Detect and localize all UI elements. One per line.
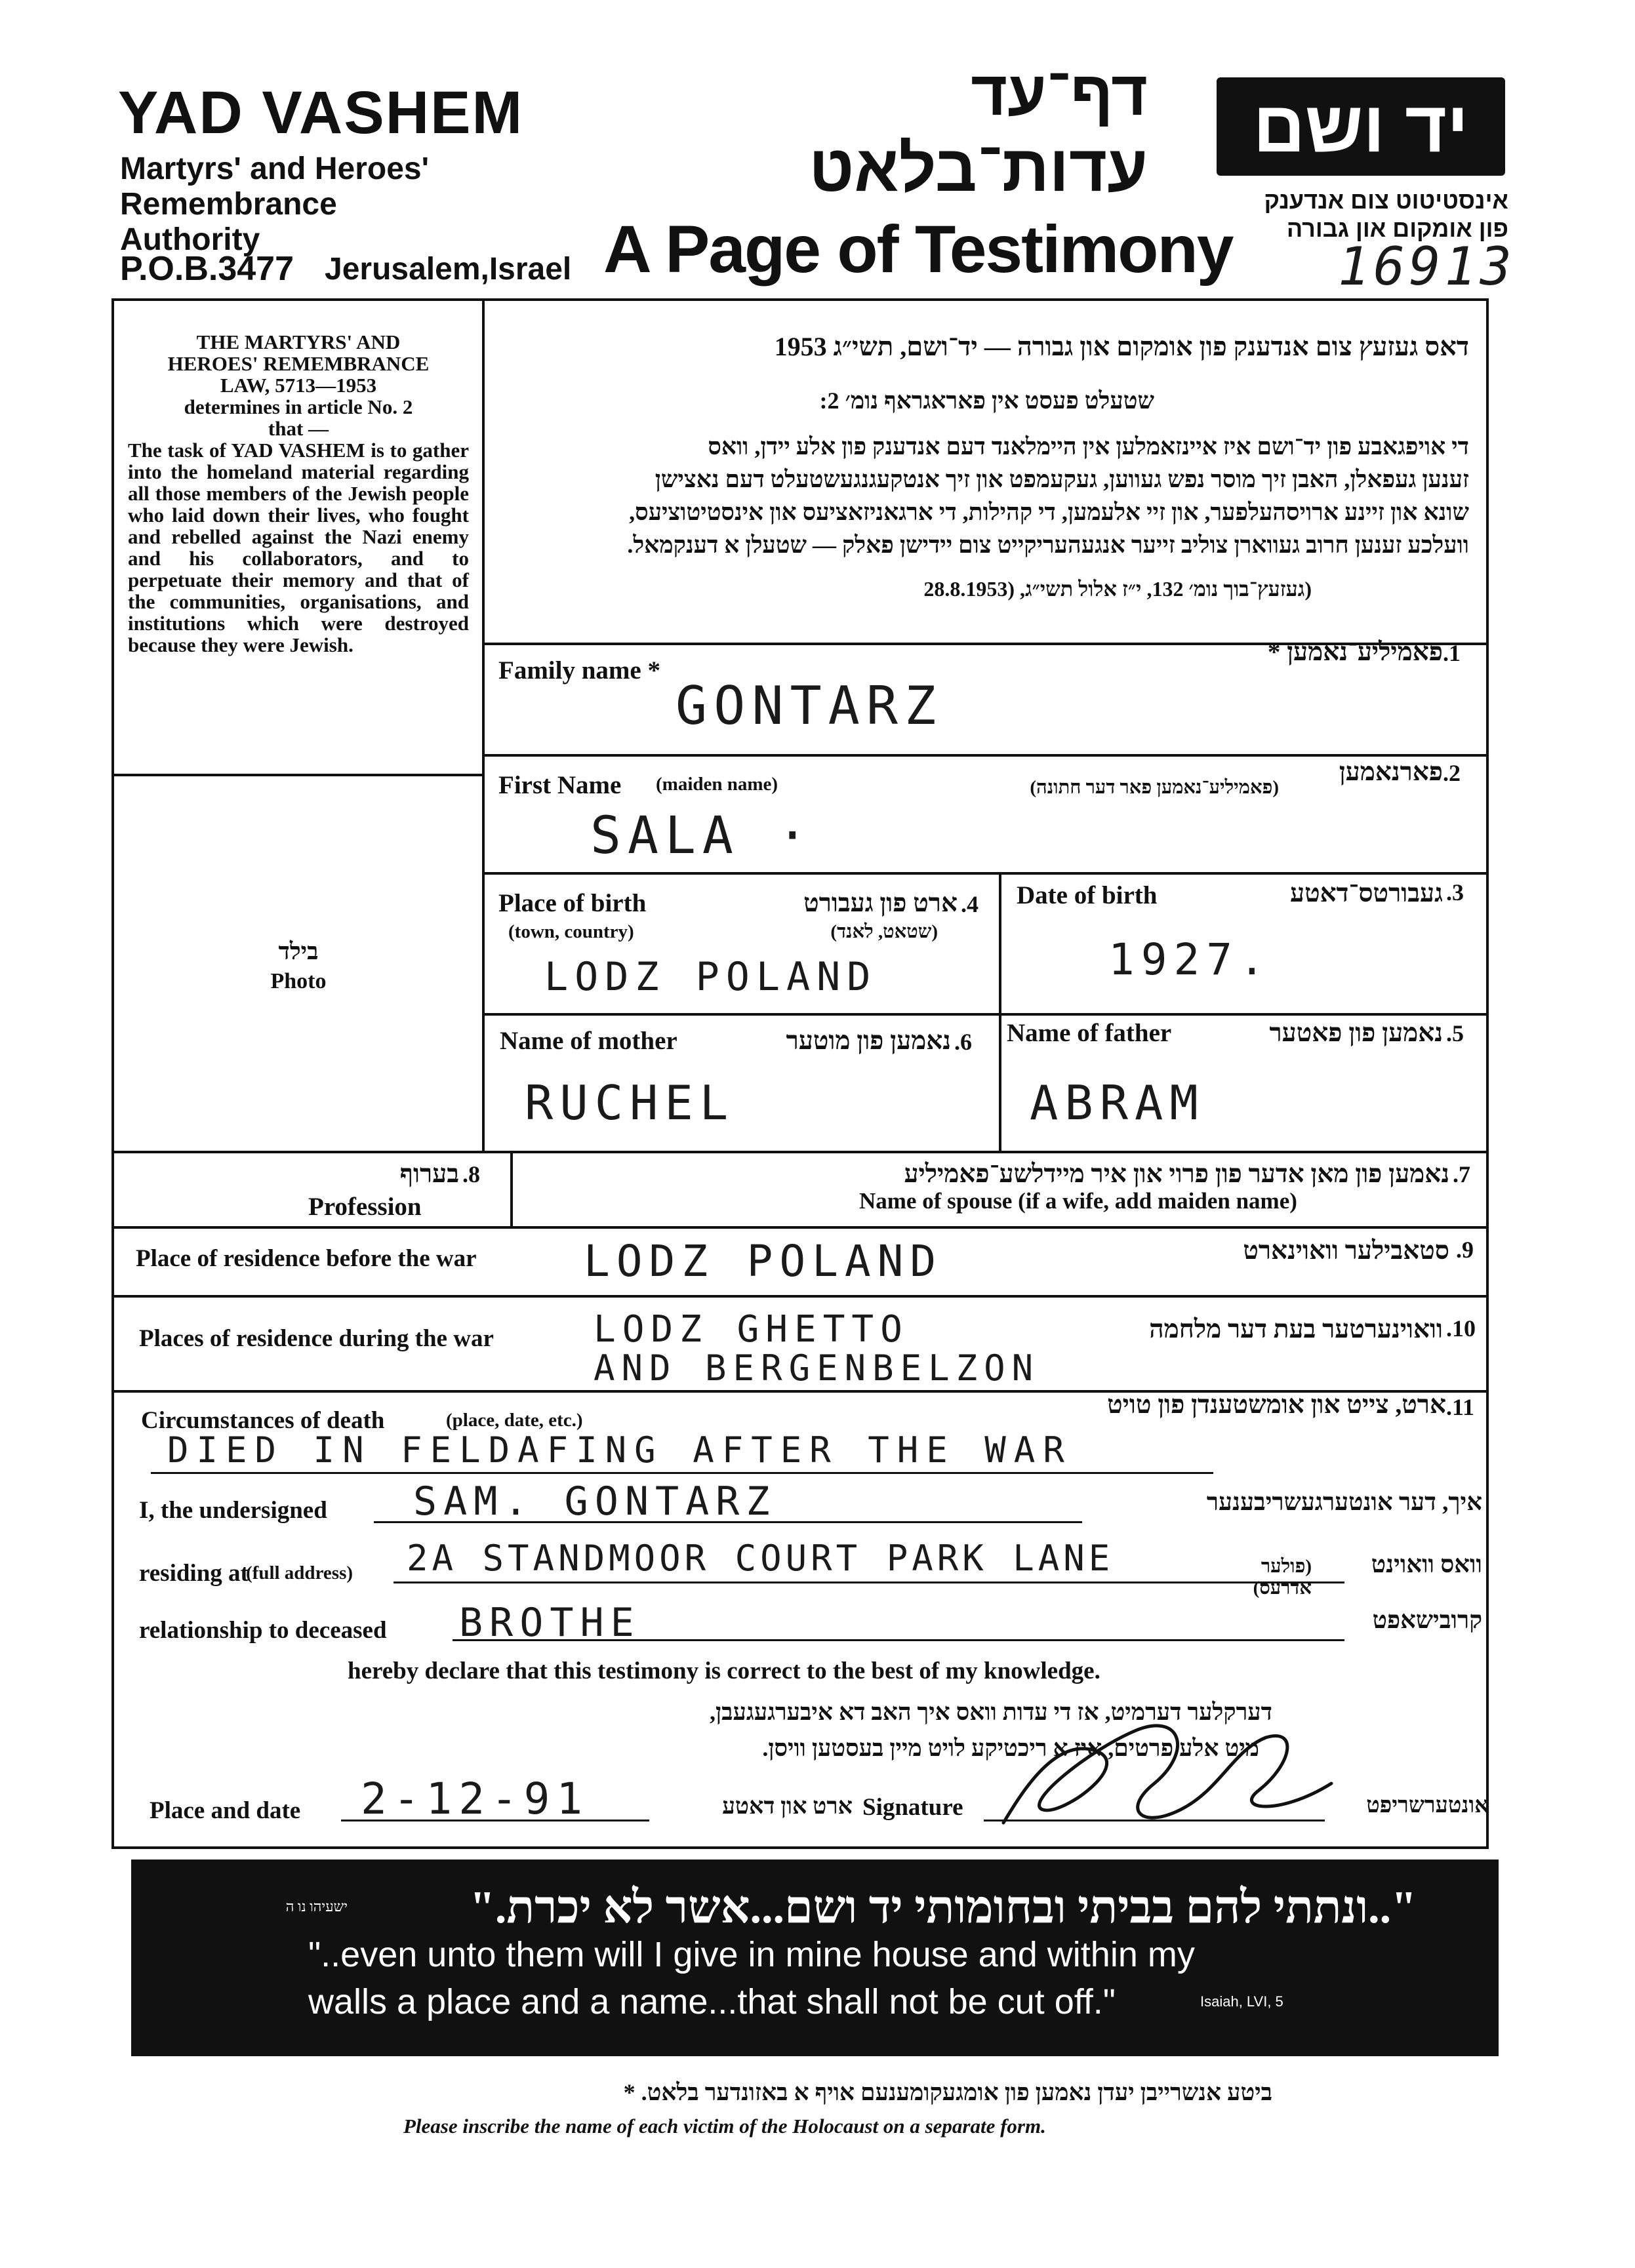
date-of-birth-value[interactable]: 1927. [1108, 934, 1272, 985]
father-name-value[interactable]: ABRAM [1030, 1075, 1205, 1130]
date-of-birth-label: Date of birth [1017, 881, 1158, 909]
field-number-7: .7 [1453, 1161, 1470, 1187]
date-of-birth-label-hebrew: געבורטס־דאטע [1290, 879, 1443, 907]
logo-text: יד ושם [1253, 86, 1469, 167]
field-number-2: .2 [1443, 760, 1461, 786]
city: Jerusalem,Israel [325, 252, 572, 287]
photo-label: Photo [270, 969, 327, 993]
field-number-1: .1 [1443, 640, 1461, 666]
intro-line-6: וועלכע זענען חרוב געווארן צוליב זייער אנגעהעריקייט צום יידישן פאלק — שטעלן א דענקמאל. [627, 532, 1469, 558]
intro-line-2: שטעלט פעסט אין פאראגראף נומ׳ 2: [819, 388, 1154, 414]
field-number-6: .6 [954, 1029, 972, 1055]
divider-row-5 [111, 1226, 1489, 1229]
law-text [128, 331, 469, 656]
residence-during-value-1[interactable]: LODZ GHETTO [594, 1308, 909, 1351]
authority-line-3: Authority [120, 222, 260, 257]
declaration-hebrew-2: מיט אלע פרטים, איז א ריכטיקע לויט מיין בעסטען וויסן. [762, 1735, 1259, 1761]
law-title-4: determines in article No. 2 [184, 395, 413, 418]
place-of-birth-sublabel: (town, country) [508, 921, 634, 942]
org-title: YAD VASHEM [118, 79, 524, 146]
divider-profession [510, 1151, 513, 1226]
undersigned-value[interactable]: SAM. GONTARZ [413, 1479, 777, 1524]
family-name-label: Family name * [498, 656, 660, 685]
divider-left-column [482, 298, 485, 1151]
banner-hebrew-reference: ישעיהו נו ה [285, 1898, 348, 1915]
banner-english-line-1: "..even unto them will I give in mine house and within my [308, 1935, 1195, 1974]
law-title-1: THE MARTYRS' AND [196, 330, 401, 353]
circumstances-label-hebrew: ארט, צייט און אומשטענדן פון טויט [1107, 1391, 1446, 1419]
intro-line-5: שונא און זיינע ארויסהעלפער, און זיי אלעמען, די קהילות, די ארגאניזאציעס און אינסטיטוציעס, [629, 499, 1469, 525]
signature-label-hebrew: אונטערשריפט [1366, 1793, 1489, 1818]
relationship-value[interactable]: BROTHE [459, 1600, 641, 1646]
first-name-sublabel: (maiden name) [656, 774, 778, 795]
spouse-label-hebrew: נאמען פון מאן אדער פון פרוי און איר מיידלשע־פאמיליע [904, 1160, 1449, 1188]
residing-label: residing at [139, 1560, 249, 1587]
divider-law-photo [111, 774, 482, 776]
first-name-label-hebrew: פארנאמען [1339, 758, 1443, 786]
place-of-birth-sublabel-hebrew: (שטאט, לאנד) [830, 921, 938, 942]
field-number-11: .11 [1446, 1394, 1475, 1420]
place-date-label-hebrew: ארט און דאטע [722, 1793, 853, 1819]
institute-line-1: אינסטיטוט צום אנדענק [1264, 187, 1508, 214]
family-name-value[interactable]: GONTARZ [676, 675, 943, 736]
residence-before-value[interactable]: LODZ POLAND [584, 1236, 943, 1286]
mother-name-value[interactable]: RUCHEL [525, 1075, 735, 1130]
divider-row-1 [482, 754, 1489, 757]
residence-before-label-hebrew: סטאבילער וואוינארט [1243, 1237, 1449, 1265]
father-name-label-hebrew: נאמען פון פאטער [1269, 1019, 1443, 1047]
intro-line-3: די אויפגאבע פון יד־ושם איז איינזאמלען אין היימלאנד דעם אנדענק פון אלע יידן, וואס [708, 433, 1469, 460]
residing-value[interactable]: 2A STANDMOOR COURT PARK LANE [407, 1538, 1114, 1579]
footer-hebrew-note: ביטע אנשרייבן יעדן נאמען פון אומגעקומענעם אויף א באזונדער בלאט. * [623, 2079, 1272, 2105]
undersigned-label-hebrew: איך, דער אונטערגעשריבענער [1206, 1489, 1482, 1516]
residence-during-value-2[interactable]: AND BERGENBELZON [594, 1347, 1040, 1389]
circumstances-sublabel: (place, date, etc.) [446, 1410, 583, 1431]
first-name-value[interactable]: SALA · [590, 806, 815, 865]
field-number-9: .9 [1456, 1237, 1474, 1263]
intro-line-4: זענען געפאלן, האבן זיך מוסר נפש געווען, געקעמפט און זיך אנטקעגנגעשטעלט דעם נאצישן [655, 466, 1469, 492]
declaration-hebrew-1: דערקלער דערמיט, אז די עדות וואס איך האב דא איבערגעגעבן, [709, 1699, 1272, 1725]
place-of-birth-value[interactable]: LODZ POLAND [544, 954, 878, 1000]
residing-sublabel: (full address) [246, 1562, 353, 1583]
law-title-5: that — [268, 417, 329, 440]
hebrew-title: דף־עד [971, 58, 1148, 129]
spouse-label: Name of spouse (if a wife, add maiden name) [859, 1188, 1297, 1214]
place-date-value[interactable]: 2-12-91 [361, 1774, 590, 1824]
residing-label-hebrew: וואס וואוינט [1371, 1551, 1482, 1578]
signature-label: Signature [862, 1794, 963, 1821]
photo-label-hebrew: בילד [278, 938, 319, 965]
circumstances-label: Circumstances of death [141, 1407, 385, 1434]
mother-name-label-hebrew: נאמען פון מוטער [786, 1027, 951, 1055]
place-of-birth-label: Place of birth [498, 889, 647, 917]
place-of-birth-label-hebrew: ארט פון געבורט [803, 889, 958, 917]
divider-row-6 [111, 1295, 1489, 1298]
place-date-underline [341, 1820, 649, 1821]
authority-line-2: Remembrance [120, 187, 337, 222]
undersigned-label: I, the undersigned [139, 1497, 327, 1524]
banner-english-line-2: walls a place and a name...that shall not be cut off." [308, 1982, 1116, 2021]
relationship-label-hebrew: קרובישאפט [1372, 1607, 1482, 1634]
intro-line-7: (געזעץ־בוך נומ׳ 132, י״ז אלול תשי״ג, (28.8.1953 [923, 577, 1312, 601]
mother-name-label: Name of mother [500, 1027, 677, 1055]
form-number: 16913 [1338, 236, 1516, 297]
first-name-sublabel-hebrew: (פאמיליע־נאמען פאר דער חתונה) [1030, 777, 1279, 798]
divider-mid-column [999, 872, 1001, 1151]
divider-row-4 [111, 1151, 1489, 1153]
relationship-underline [453, 1639, 1344, 1641]
yiddish-title: עדות־בלאט [809, 132, 1148, 205]
intro-line-1: דאס געזעץ צום אנדענק פון אומקום און גבורה — יד־ושם, תשי״ג 1953 [774, 332, 1469, 361]
father-name-label: Name of father [1007, 1019, 1172, 1047]
residence-during-label-hebrew: וואוינערטער בעת דער מלחמה [1149, 1315, 1443, 1343]
circumstances-underline [151, 1472, 1213, 1474]
field-number-4: .4 [961, 891, 979, 917]
residing-sublabel-hebrew: (פולער אדרעס) [1253, 1556, 1312, 1599]
circumstances-value[interactable]: DIED IN FELDAFING AFTER THE WAR [167, 1429, 1072, 1471]
profession-label-hebrew: בערוף [399, 1160, 459, 1188]
po-box: P.O.B.3477 [120, 250, 294, 288]
profession-label: Profession [308, 1193, 422, 1221]
undersigned-underline [374, 1521, 1082, 1523]
institute-line-2: פון אומקום און גבורה [1286, 215, 1508, 242]
banner-hebrew-quote: "..ונתתי להם בביתי ובחומותי יד ושם...אשר לא יכרת." [469, 1882, 1417, 1933]
declaration-statement: hereby declare that this testimony is correct to the best of my knowledge. [348, 1658, 1100, 1684]
place-date-label: Place and date [150, 1797, 301, 1824]
residence-during-label: Places of residence during the war [139, 1325, 494, 1352]
page-title: A Page of Testimony [603, 212, 1233, 287]
footer-english-note: Please inscribe the name of each victim of the Holocaust on a separate form. [403, 2115, 1046, 2138]
relationship-label: relationship to deceased [139, 1617, 387, 1644]
field-number-8: .8 [462, 1161, 480, 1187]
yad-vashem-logo [1217, 77, 1505, 176]
law-title-3: LAW, 5713—1953 [220, 374, 377, 397]
first-name-label: First Name [498, 771, 622, 799]
field-number-5: .5 [1446, 1020, 1464, 1046]
divider-row-2 [482, 872, 1489, 875]
law-title-2: HEROES' REMEMBRANCE [167, 352, 430, 375]
residence-before-label: Place of residence before the war [136, 1245, 477, 1272]
banner-english-reference: Isaiah, LVI, 5 [1200, 1993, 1283, 2010]
signature-drawing [984, 1711, 1351, 1842]
field-number-10: .10 [1446, 1315, 1476, 1342]
authority-line-1: Martyrs' and Heroes' [120, 151, 429, 186]
divider-row-3 [482, 1013, 1489, 1016]
law-body: The task of YAD VASHEM is to gather into the homeland material regarding all those members of the Jewish people who laid down their lives, who fought and rebelled against the Nazi enemy and his collaborators, and to perpetuate their memory and that of the communities, organisations, and institutions which were destroyed because they were Jewish. [128, 439, 469, 656]
family-name-label-hebrew: פאמיליע־נאמען * [1267, 638, 1443, 666]
field-number-3: .3 [1446, 879, 1464, 905]
